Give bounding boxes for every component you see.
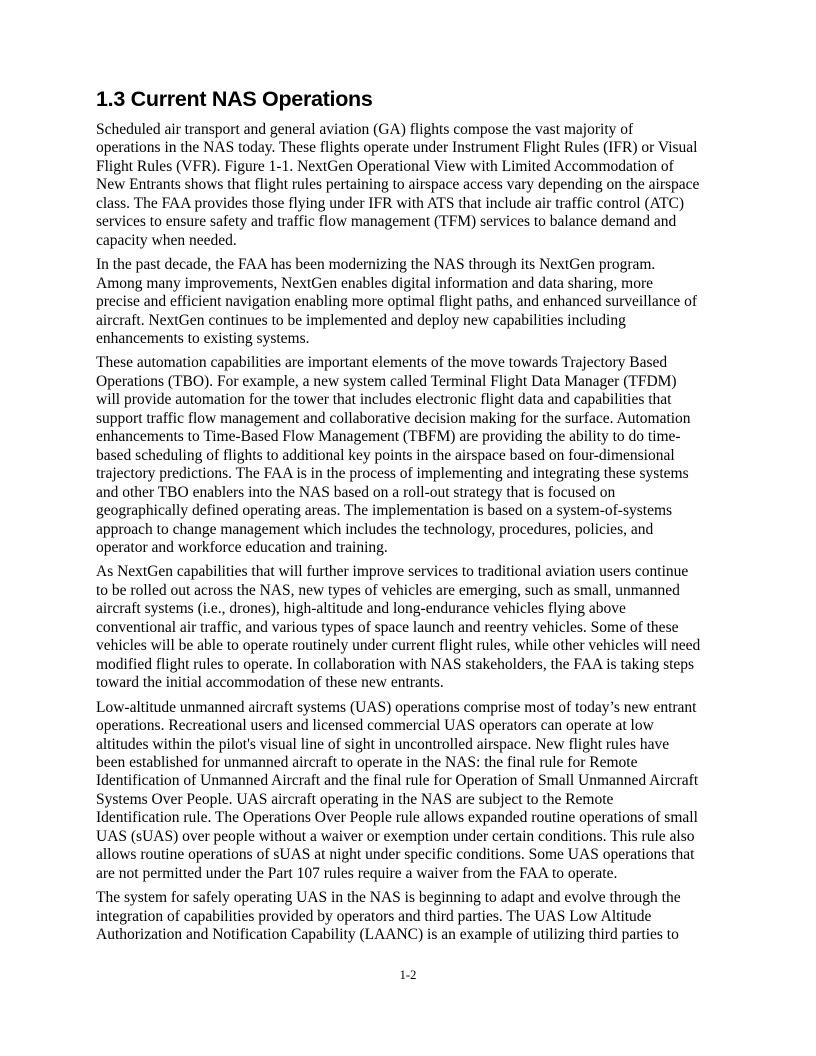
paragraph-line: conventional air traffic, and various types of space launch and reentry vehicles. Some of these — [96, 618, 679, 636]
paragraph-line: approach to change management which includes the technology, procedures, policies, and — [96, 520, 654, 538]
paragraph-line: will provide automation for the tower that includes electronic flight data and capabilities that — [96, 391, 672, 409]
paragraph-line: Systems Over People. UAS aircraft operating in the NAS are subject to the Remote — [96, 790, 614, 808]
paragraph-line: Among many improvements, NextGen enables digital information and data sharing, more — [96, 274, 654, 292]
paragraph-line: to be rolled out across the NAS, new types of vehicles are emerging, such as small, unmanned — [96, 581, 680, 599]
paragraph-line: geographically defined operating areas. The implementation is based on a system-of-systems — [96, 502, 673, 520]
paragraph-line: vehicles will be able to operate routinely under current flight rules, while other vehicles will need — [96, 637, 701, 655]
paragraph-line: New Entrants shows that flight rules pertaining to airspace access vary depending on the airspace — [96, 176, 700, 194]
paragraph-line: Flight Rules (VFR). Figure 1-1. NextGen Operational View with Limited Accommodation of — [96, 157, 674, 175]
body-paragraph — [96, 354, 726, 557]
paragraph-line: As NextGen capabilities that will further improve services to traditional aviation users continue — [96, 563, 689, 581]
paragraph-line: allows routine operations of sUAS at night under specific conditions. Some UAS operations that — [96, 846, 695, 864]
paragraph-line: Low-altitude unmanned aircraft systems (UAS) operations comprise most of today’s new entrant — [96, 698, 697, 716]
paragraph-line: Scheduled air transport and general aviation (GA) flights compose the vast majority of — [96, 121, 634, 138]
paragraph-line: Authorization and Notification Capability (LAANC) is an example of utilizing third parties to — [96, 926, 679, 944]
paragraph-line: enhancements to existing systems. — [96, 329, 310, 347]
body-text — [96, 121, 726, 944]
paragraph-line: been established for unmanned aircraft to operate in the NAS: the final rule for Remote — [96, 753, 638, 771]
paragraph-line: Identification of Unmanned Aircraft and the final rule for Operation of Small Unmanned Aircraft — [96, 772, 699, 790]
paragraph-line: based scheduling of flights to additional key points in the airspace based on four-dimensional — [96, 446, 675, 464]
paragraph-line: UAS (sUAS) over people without a waiver or exemption under certain conditions. This rule also — [96, 827, 695, 845]
body-paragraph — [96, 563, 726, 692]
paragraph-line: support traffic flow management and collaborative decision making for the surface. Automation — [96, 409, 691, 427]
body-paragraph — [96, 889, 726, 944]
paragraph-line: capacity when needed. — [96, 231, 237, 249]
paragraph-line: services to ensure safety and traffic flow management (TFM) services to balance demand and — [96, 213, 677, 231]
paragraph-line: altitudes within the pilot's visual line of sight in uncontrolled airspace. New flight rules have — [96, 735, 670, 753]
paragraph-line: operations in the NAS today. These flights operate under Instrument Flight Rules (IFR) or Visual — [96, 139, 698, 157]
paragraph-line: aircraft systems (i.e., drones), high-altitude and long-endurance vehicles flying above — [96, 600, 626, 618]
page-content — [96, 86, 726, 950]
paragraph-line: class. The FAA provides those flying under IFR with ATS that include air traffic control (ATC) — [96, 194, 685, 212]
paragraph-line: trajectory predictions. The FAA is in the process of implementing and integrating these systems — [96, 465, 689, 483]
body-paragraph — [96, 121, 726, 250]
paragraph-line: aircraft. NextGen continues to be implemented and deploy new capabilities including — [96, 311, 626, 329]
body-paragraph — [96, 699, 726, 884]
paragraph-line: integration of capabilities provided by operators and third parties. The UAS Low Altitude — [96, 907, 652, 925]
paragraph-line: enhancements to Time-Based Flow Management (TBFM) are providing the ability to do time- — [96, 428, 681, 446]
section-heading: 1.3 Current NAS Operations — [96, 87, 373, 111]
paragraph-line: Operations (TBO). For example, a new system called Terminal Flight Data Manager (TFDM) — [96, 372, 677, 390]
paragraph-line: are not permitted under the Part 107 rules require a waiver from the FAA to operate. — [96, 864, 618, 882]
paragraph-line: Identification rule. The Operations Over People rule allows expanded routine operations of small — [96, 809, 698, 827]
paragraph-line: In the past decade, the FAA has been modernizing the NAS through its NextGen program. — [96, 256, 656, 274]
paragraph-line: modified flight rules to operate. In collaboration with NAS stakeholders, the FAA is taking steps — [96, 655, 695, 673]
paragraph-line: precise and efficient navigation enabling more optimal flight paths, and enhanced surveillance of — [96, 293, 697, 311]
paragraph-line: The system for safely operating UAS in the NAS is beginning to adapt and evolve through the — [96, 889, 681, 907]
paragraph-line: and other TBO enablers into the NAS based on a roll-out strategy that is focused on — [96, 483, 616, 501]
body-paragraph — [96, 256, 726, 348]
paragraph-line: operator and workforce education and training. — [96, 538, 388, 556]
paragraph-line: These automation capabilities are important elements of the move towards Trajectory Based — [96, 354, 668, 372]
paragraph-line: toward the initial accommodation of these new entrants. — [96, 674, 444, 692]
page-number: 1-2 — [399, 968, 417, 982]
paragraph-line: operations. Recreational users and licensed commercial UAS operators can operate at low — [96, 717, 654, 735]
